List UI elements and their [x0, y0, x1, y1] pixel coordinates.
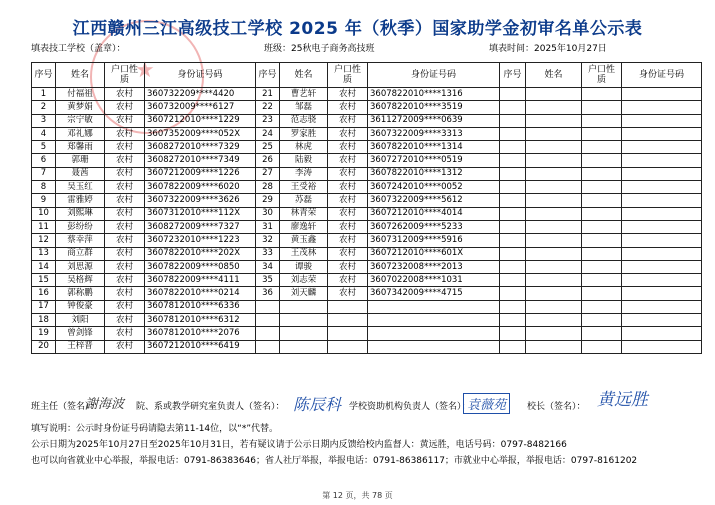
cell-name — [526, 101, 582, 114]
cell-id: 3607312009****5916 — [368, 234, 500, 247]
cell-seq: 31 — [256, 220, 280, 233]
col-name: 姓名 — [526, 63, 582, 88]
cell-seq — [256, 340, 280, 353]
cell-name — [526, 114, 582, 127]
cell-hukou — [582, 314, 622, 327]
cell-id: 3607822009****6020 — [145, 181, 256, 194]
cell-hukou — [582, 287, 622, 300]
cell-name: 刘阳 — [56, 314, 105, 327]
cell-name: 蔡幸萍 — [56, 234, 105, 247]
cell-hukou — [582, 114, 622, 127]
cell-seq — [256, 300, 280, 313]
cell-hukou: 农村 — [328, 127, 368, 140]
cell-name: 邓礼娜 — [56, 127, 105, 140]
cell-id: 3607822010****202X — [145, 247, 256, 260]
cell-name: 罗家胜 — [280, 127, 328, 140]
col-name: 姓名 — [56, 63, 105, 88]
col-seq: 序号 — [500, 63, 526, 88]
cell-name: 李涛 — [280, 167, 328, 180]
cell-seq — [500, 114, 526, 127]
cell-id: 3607212010****601X — [368, 247, 500, 260]
cell-seq — [500, 101, 526, 114]
cell-hukou — [582, 154, 622, 167]
table-row — [32, 181, 702, 194]
cell-seq — [500, 207, 526, 220]
cell-seq: 33 — [256, 247, 280, 260]
cell-name: 刘熙琳 — [56, 207, 105, 220]
cell-name: 付福祖 — [56, 88, 105, 101]
cell-id: 3608272010****7349 — [145, 154, 256, 167]
cell-name: 宗宁敏 — [56, 114, 105, 127]
cell-hukou — [582, 260, 622, 273]
cell-hukou: 农村 — [105, 167, 145, 180]
principal-signature: 黄远胜 — [597, 390, 648, 410]
cell-hukou — [582, 207, 622, 220]
cell-seq — [500, 340, 526, 353]
cell-seq: 30 — [256, 207, 280, 220]
cell-seq — [500, 167, 526, 180]
cell-name: 苏磊 — [280, 194, 328, 207]
cell-id — [622, 167, 702, 180]
cell-hukou: 农村 — [105, 154, 145, 167]
cell-name — [526, 167, 582, 180]
col-seq: 序号 — [32, 63, 56, 88]
cell-hukou: 农村 — [328, 274, 368, 287]
cell-seq — [500, 314, 526, 327]
col-hukou: 户口性质 — [105, 63, 145, 88]
table-row — [32, 114, 702, 127]
cell-hukou — [582, 181, 622, 194]
cell-seq — [500, 181, 526, 194]
cell-hukou — [582, 101, 622, 114]
cell-name: 陆毅 — [280, 154, 328, 167]
cell-name: 商立群 — [56, 247, 105, 260]
table-row — [32, 314, 702, 327]
cell-name: 刘思源 — [56, 260, 105, 273]
cell-id — [622, 127, 702, 140]
cell-id: 3607232008****2013 — [368, 260, 500, 273]
cell-id: 3607822009****4111 — [145, 274, 256, 287]
cell-name — [526, 260, 582, 273]
cell-name — [526, 314, 582, 327]
cell-seq: 18 — [32, 314, 56, 327]
table-row — [32, 127, 702, 140]
cell-id — [622, 300, 702, 313]
cell-seq: 12 — [32, 234, 56, 247]
cell-name — [280, 314, 328, 327]
cell-name: 郭称鹏 — [56, 287, 105, 300]
cell-hukou — [328, 340, 368, 353]
cell-hukou: 农村 — [328, 287, 368, 300]
cell-hukou: 农村 — [328, 181, 368, 194]
cell-id: 360732009****6127 — [145, 101, 256, 114]
cell-id: 3608272009****7327 — [145, 220, 256, 233]
table-row — [32, 167, 702, 180]
cell-name: 林虎 — [280, 141, 328, 154]
cell-id — [622, 181, 702, 194]
cell-id: 3607822010****1314 — [368, 141, 500, 154]
cell-hukou: 农村 — [328, 220, 368, 233]
cell-seq: 23 — [256, 114, 280, 127]
table-row — [32, 207, 702, 220]
cell-name — [526, 207, 582, 220]
cell-seq: 15 — [32, 274, 56, 287]
col-name: 姓名 — [280, 63, 328, 88]
cell-name: 王梓晋 — [56, 340, 105, 353]
cell-name: 曾剑锋 — [56, 327, 105, 340]
cell-name — [526, 340, 582, 353]
cell-id — [622, 114, 702, 127]
cell-id — [622, 88, 702, 101]
cell-name — [526, 234, 582, 247]
cell-name: 彭纷纷 — [56, 220, 105, 233]
cell-name — [526, 141, 582, 154]
table-row — [32, 101, 702, 114]
table-row — [32, 88, 702, 101]
cell-id: 3607822010****0214 — [145, 287, 256, 300]
cell-hukou: 农村 — [105, 260, 145, 273]
cell-seq — [500, 194, 526, 207]
table-row — [32, 274, 702, 287]
cell-id: 3607812010****2076 — [145, 327, 256, 340]
cell-name: 廖逸轩 — [280, 220, 328, 233]
cell-hukou — [328, 314, 368, 327]
cell-hukou: 农村 — [105, 127, 145, 140]
cell-name: 黄玉鑫 — [280, 234, 328, 247]
cell-id: 3607242010****0052 — [368, 181, 500, 194]
cell-id: 3607022008****1031 — [368, 274, 500, 287]
cell-hukou: 农村 — [105, 207, 145, 220]
table-row — [32, 234, 702, 247]
cell-seq: 36 — [256, 287, 280, 300]
table-row — [32, 154, 702, 167]
cell-hukou: 农村 — [105, 101, 145, 114]
cell-id: 3607322009****5612 — [368, 194, 500, 207]
cell-seq — [500, 300, 526, 313]
cell-name: 王茂林 — [280, 247, 328, 260]
cell-hukou — [582, 234, 622, 247]
cell-hukou: 农村 — [328, 154, 368, 167]
page-title: 江西赣州三江高级技工学校 2025 年（秋季）国家助学金初审名单公示表 — [72, 19, 643, 39]
cell-hukou: 农村 — [105, 247, 145, 260]
cell-id — [368, 300, 500, 313]
cell-hukou: 农村 — [328, 88, 368, 101]
school-label: 填表技工学校（盖章）： — [31, 44, 126, 54]
table-row — [32, 340, 702, 353]
cell-hukou: 农村 — [328, 114, 368, 127]
student-table — [31, 62, 702, 354]
page-number: 第 12 页，共 78 页 — [322, 491, 393, 500]
signature-row — [31, 391, 711, 419]
cell-seq — [500, 141, 526, 154]
col-id: 身份证号码 — [368, 63, 500, 88]
cell-name: 刘志荣 — [280, 274, 328, 287]
cell-id: 3607822010****1312 — [368, 167, 500, 180]
cell-hukou: 农村 — [105, 141, 145, 154]
cell-name — [526, 220, 582, 233]
cell-hukou: 农村 — [105, 114, 145, 127]
cell-seq: 9 — [32, 194, 56, 207]
cell-name — [526, 247, 582, 260]
cell-seq: 3 — [32, 114, 56, 127]
cell-name — [526, 287, 582, 300]
dept-head-label: 院、系或教学研究室负责人（签名）： — [136, 402, 285, 412]
cell-seq: 11 — [32, 220, 56, 233]
cell-seq: 29 — [256, 194, 280, 207]
cell-name: 聂茜 — [56, 167, 105, 180]
report-contacts: 也可以向省就业中心举报，举报电话：0791-86383646；省人社厅举报，举报电话：0791-86386117；市就业中心举报，举报电话：0797-8161202 — [31, 456, 638, 466]
table-row — [32, 327, 702, 340]
cell-seq — [500, 234, 526, 247]
cell-seq: 21 — [256, 88, 280, 101]
cell-seq: 1 — [32, 88, 56, 101]
cell-seq: 10 — [32, 207, 56, 220]
cell-name — [526, 274, 582, 287]
cell-id — [622, 220, 702, 233]
cell-hukou: 农村 — [105, 220, 145, 233]
cell-id: 3611272009****0639 — [368, 114, 500, 127]
cell-hukou — [328, 327, 368, 340]
cell-seq: 4 — [32, 127, 56, 140]
principal-label: 校长（签名）： — [527, 402, 586, 412]
cell-id: 3607322009****3626 — [145, 194, 256, 207]
cell-id: 3607352009****052X — [145, 127, 256, 140]
cell-seq — [256, 327, 280, 340]
cell-seq — [256, 314, 280, 327]
cell-hukou — [582, 167, 622, 180]
cell-name — [526, 88, 582, 101]
cell-id — [622, 207, 702, 220]
cell-id — [368, 327, 500, 340]
cell-seq: 13 — [32, 247, 56, 260]
class-teacher-signature: 謝海波 — [85, 397, 125, 412]
cell-seq: 24 — [256, 127, 280, 140]
cell-name: 王受裕 — [280, 181, 328, 194]
cell-seq: 6 — [32, 154, 56, 167]
cell-name: 范志骁 — [280, 114, 328, 127]
cell-name — [280, 300, 328, 313]
cell-id: 3607262009****5233 — [368, 220, 500, 233]
cell-seq — [500, 287, 526, 300]
cell-hukou — [582, 141, 622, 154]
cell-seq: 26 — [256, 154, 280, 167]
cell-hukou: 农村 — [328, 247, 368, 260]
cell-hukou — [582, 327, 622, 340]
cell-id — [622, 247, 702, 260]
cell-id: 3607312010****112X — [145, 207, 256, 220]
seal-star-icon: ★ — [135, 58, 155, 83]
col-seq: 序号 — [256, 63, 280, 88]
table-row — [32, 300, 702, 313]
cell-name — [280, 340, 328, 353]
cell-seq: 7 — [32, 167, 56, 180]
cell-hukou — [582, 300, 622, 313]
cell-id: 3607272010****0519 — [368, 154, 500, 167]
table-row — [32, 141, 702, 154]
cell-id: 3607812010****6312 — [145, 314, 256, 327]
cell-name — [526, 127, 582, 140]
cell-hukou: 农村 — [328, 207, 368, 220]
fill-date: 填表时间：2025年10月27日 — [489, 44, 607, 54]
cell-id — [622, 274, 702, 287]
cell-name: 吴玉红 — [56, 181, 105, 194]
cell-id — [622, 101, 702, 114]
cell-seq: 34 — [256, 260, 280, 273]
cell-hukou: 农村 — [328, 194, 368, 207]
aid-head-signature: 袁薇苑 — [463, 393, 510, 414]
cell-seq: 22 — [256, 101, 280, 114]
cell-id — [622, 141, 702, 154]
cell-id: 3607212010****4014 — [368, 207, 500, 220]
cell-hukou: 农村 — [328, 260, 368, 273]
cell-id — [622, 314, 702, 327]
cell-seq: 16 — [32, 287, 56, 300]
col-id: 身份证号码 — [145, 63, 256, 88]
cell-id — [368, 340, 500, 353]
publicity-period: 公示日期为2025年10月27日至2025年10月31日，若有疑议请于公示日期内反馈给校内监督人：黄远胜，电话号码：0797-8482166 — [31, 440, 567, 450]
cell-name — [526, 300, 582, 313]
class-label: 班级：25秋电子商务高技班 — [264, 44, 375, 54]
cell-id: 3607822010****3519 — [368, 101, 500, 114]
cell-hukou: 农村 — [105, 234, 145, 247]
cell-name: 吴格辉 — [56, 274, 105, 287]
cell-name — [526, 181, 582, 194]
cell-id: 3607232010****1223 — [145, 234, 256, 247]
cell-hukou: 农村 — [105, 314, 145, 327]
table-row — [32, 194, 702, 207]
table-row — [32, 220, 702, 233]
cell-id: 3607212010****6419 — [145, 340, 256, 353]
table-row — [32, 260, 702, 273]
cell-name — [526, 327, 582, 340]
cell-seq — [500, 127, 526, 140]
cell-name: 雷雅婷 — [56, 194, 105, 207]
cell-seq: 28 — [256, 181, 280, 194]
cell-name: 谭骏 — [280, 260, 328, 273]
fill-note: 填写说明：公示时身份证号码请隐去第11-14位，以“*”代替。 — [31, 424, 278, 434]
cell-name: 曹艺轩 — [280, 88, 328, 101]
cell-seq: 25 — [256, 141, 280, 154]
cell-hukou: 农村 — [328, 167, 368, 180]
cell-hukou: 农村 — [328, 101, 368, 114]
cell-name: 刘天麟 — [280, 287, 328, 300]
cell-hukou: 农村 — [328, 234, 368, 247]
cell-id — [622, 340, 702, 353]
cell-id: 3607212009****1226 — [145, 167, 256, 180]
cell-name: 钟俊豪 — [56, 300, 105, 313]
cell-seq — [500, 154, 526, 167]
cell-seq — [500, 260, 526, 273]
cell-hukou — [582, 127, 622, 140]
cell-id — [622, 287, 702, 300]
cell-id: 3607342009****4715 — [368, 287, 500, 300]
cell-id: 360732209****4420 — [145, 88, 256, 101]
cell-hukou — [582, 247, 622, 260]
cell-seq — [500, 247, 526, 260]
cell-id — [622, 154, 702, 167]
cell-seq — [500, 220, 526, 233]
cell-hukou: 农村 — [105, 88, 145, 101]
cell-name: 林青荣 — [280, 207, 328, 220]
cell-id: 3607822009****0850 — [145, 260, 256, 273]
aid-head-label: 学校资助机构负责人（签名）： — [349, 402, 471, 412]
table-row — [32, 247, 702, 260]
table-row — [32, 287, 702, 300]
cell-id — [622, 194, 702, 207]
cell-id — [622, 260, 702, 273]
col-id: 身份证号码 — [622, 63, 702, 88]
cell-seq: 17 — [32, 300, 56, 313]
cell-seq — [500, 88, 526, 101]
cell-hukou: 农村 — [105, 287, 145, 300]
cell-seq: 19 — [32, 327, 56, 340]
cell-name: 邹磊 — [280, 101, 328, 114]
cell-hukou — [582, 274, 622, 287]
cell-hukou — [582, 194, 622, 207]
cell-seq: 14 — [32, 260, 56, 273]
col-hukou: 户口性质 — [582, 63, 622, 88]
cell-id: 3607812010****6336 — [145, 300, 256, 313]
cell-seq: 20 — [32, 340, 56, 353]
cell-id: 3607822010****1316 — [368, 88, 500, 101]
cell-seq: 2 — [32, 101, 56, 114]
cell-seq — [500, 327, 526, 340]
cell-hukou: 农村 — [105, 340, 145, 353]
cell-seq: 32 — [256, 234, 280, 247]
cell-seq: 27 — [256, 167, 280, 180]
cell-hukou: 农村 — [105, 327, 145, 340]
cell-name — [526, 154, 582, 167]
dept-head-signature: 陈辰科 — [293, 395, 342, 414]
cell-hukou: 农村 — [105, 274, 145, 287]
cell-id: 3608272010****7329 — [145, 141, 256, 154]
cell-seq: 5 — [32, 141, 56, 154]
cell-id: 3607212010****1229 — [145, 114, 256, 127]
cell-hukou — [582, 220, 622, 233]
cell-hukou: 农村 — [105, 300, 145, 313]
cell-hukou — [582, 340, 622, 353]
cell-seq: 35 — [256, 274, 280, 287]
cell-id — [622, 327, 702, 340]
cell-name: 郭珊 — [56, 154, 105, 167]
cell-hukou — [582, 88, 622, 101]
table-header — [32, 63, 702, 88]
cell-seq: 8 — [32, 181, 56, 194]
cell-hukou: 农村 — [105, 194, 145, 207]
cell-hukou: 农村 — [105, 181, 145, 194]
cell-hukou — [328, 300, 368, 313]
class-teacher-label: 班主任（签名）： — [31, 402, 99, 412]
cell-id — [622, 234, 702, 247]
col-hukou: 户口性质 — [328, 63, 368, 88]
cell-id: 3607322009****3313 — [368, 127, 500, 140]
cell-name — [526, 194, 582, 207]
cell-seq — [500, 274, 526, 287]
cell-name: 郑馨雨 — [56, 141, 105, 154]
cell-id — [368, 314, 500, 327]
cell-name — [280, 327, 328, 340]
cell-name: 黄梦娟 — [56, 101, 105, 114]
cell-hukou: 农村 — [328, 141, 368, 154]
